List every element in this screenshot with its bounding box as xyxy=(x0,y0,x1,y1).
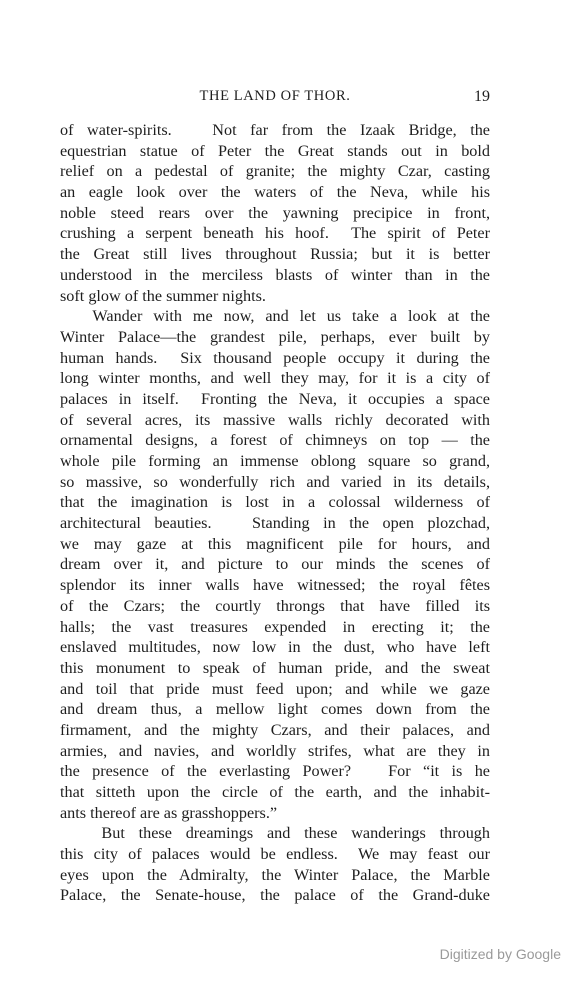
text-line: armies, and navies, and worldly strifes, what are they in xyxy=(60,741,490,760)
text-line: whole pile forming an immense oblong square so grand, xyxy=(60,452,490,470)
text-line: enslaved multitudes, now low in the dust, who have left xyxy=(60,638,490,657)
text-line: dream over it, and picture to our minds the scenes of xyxy=(60,555,490,574)
text-line: But these dreamings and these wanderings through xyxy=(60,824,490,843)
text-line: that sitteth upon the circle of the earth, and the inhabit- xyxy=(60,783,490,801)
text-line: human hands. Six thousand people occupy it during the xyxy=(60,348,490,367)
text-line: this city of palaces would be endless. We may feast our xyxy=(60,845,490,864)
text-line: the Great still lives throughout Russia; but it is better xyxy=(60,245,490,264)
text-line: and dream thus, a mellow light comes down from the xyxy=(60,700,490,719)
text-line: of several acres, its massive walls richly decorated with xyxy=(60,410,490,429)
page-header xyxy=(60,88,490,110)
text-line: so massive, so wonderfully rich and varied in its details, xyxy=(60,472,490,491)
text-line: crushing a serpent beneath his hoof. The spirit of Peter xyxy=(60,224,490,243)
text-line: halls; the vast treasures expended in erecting it; the xyxy=(60,617,490,636)
running-title: THE LAND OF THOR. xyxy=(199,88,351,104)
text-line: palaces in itself. Fronting the Neva, it occupies a space xyxy=(60,389,490,408)
digitized-watermark: Digitized by Google xyxy=(439,946,561,962)
text-line: long winter months, and well they may, for it is a city of xyxy=(60,369,490,388)
text-line: ants thereof are as grasshoppers.” xyxy=(60,803,278,822)
text-line: an eagle look over the waters of the Neva, while his xyxy=(60,183,490,202)
text-line: relief on a pedestal of granite; the mighty Czar, casting xyxy=(60,162,490,181)
page-number: 19 xyxy=(474,88,490,105)
text-line: Wander with me now, and let us take a look at the xyxy=(60,307,490,326)
text-line: that the imagination is lost in a colossal wilderness of xyxy=(60,493,490,512)
text-line: Palace, the Senate-house, the palace of the Grand-duke xyxy=(60,886,490,905)
text-line: architectural beauties. Standing in the open plozchad, xyxy=(60,514,490,533)
text-line: we may gaze at this magnificent pile for hours, and xyxy=(60,534,490,553)
text-line: Winter Palace—the grandest pile, perhaps, ever built by xyxy=(60,327,490,346)
text-line: eyes upon the Admiralty, the Winter Palace, the Marble xyxy=(60,865,490,884)
text-line: ornamental designs, a forest of chimneys on top — the xyxy=(60,431,490,450)
text-line: firmament, and the mighty Czars, and their palaces, and xyxy=(60,720,490,739)
text-line: noble steed rears over the yawning precipice in front, xyxy=(60,203,490,222)
text-line: the presence of the everlasting Power? For “it is he xyxy=(60,762,490,781)
text-line: equestrian statue of Peter the Great stands out in bold xyxy=(60,141,490,160)
text-line: this monument to speak of human pride, and the sweat xyxy=(60,658,490,677)
text-line: splendor its inner walls have witnessed; the royal fêtes xyxy=(60,576,490,595)
text-line: of the Czars; the courtly throngs that have filled its xyxy=(60,596,490,615)
text-line: and toil that pride must feed upon; and while we gaze xyxy=(60,679,490,698)
text-line: soft glow of the summer nights. xyxy=(60,286,266,305)
body-text xyxy=(60,120,490,906)
text-line: understood in the merciless blasts of winter than in the xyxy=(60,265,490,284)
text-line: of water-spirits. Not far from the Izaak Bridge, the xyxy=(60,121,490,139)
